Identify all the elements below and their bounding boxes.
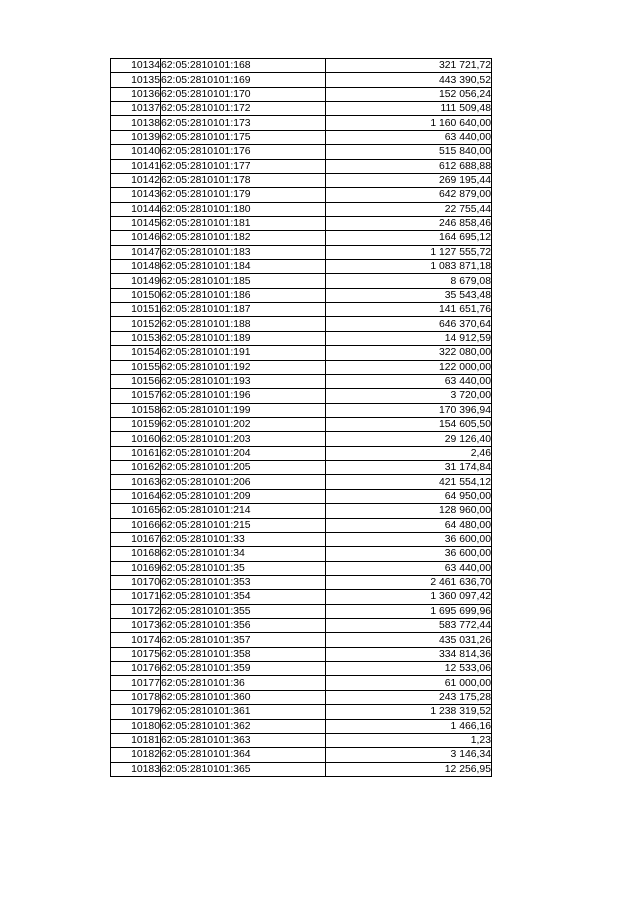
- cadastral-value-cell: 1 083 871,18: [326, 260, 492, 274]
- cadastral-number-cell: 62:05:2810101:35: [161, 561, 326, 575]
- row-number-cell: 10177: [111, 676, 161, 690]
- table-row: [111, 446, 492, 460]
- table-row: [111, 748, 492, 762]
- cadastral-number-cell: 62:05:2810101:180: [161, 202, 326, 216]
- table-row: [111, 647, 492, 661]
- table-row: [111, 489, 492, 503]
- row-number-cell: 10174: [111, 633, 161, 647]
- row-number-cell: 10160: [111, 432, 161, 446]
- cadastral-number-cell: 62:05:2810101:205: [161, 461, 326, 475]
- cadastral-number-cell: 62:05:2810101:355: [161, 604, 326, 618]
- cadastral-number-cell: 62:05:2810101:175: [161, 130, 326, 144]
- cadastral-number-cell: 62:05:2810101:203: [161, 432, 326, 446]
- cadastral-number-cell: 62:05:2810101:178: [161, 173, 326, 187]
- table-row: [111, 733, 492, 747]
- row-number-cell: 10180: [111, 719, 161, 733]
- table-row: [111, 317, 492, 331]
- cadastral-number-cell: 62:05:2810101:364: [161, 748, 326, 762]
- table-row: [111, 432, 492, 446]
- row-number-cell: 10140: [111, 145, 161, 159]
- cadastral-value-cell: 152 056,24: [326, 87, 492, 101]
- row-number-cell: 10170: [111, 575, 161, 589]
- cadastral-value-cell: 12 256,95: [326, 762, 492, 776]
- cadastral-value-cell: 8 679,08: [326, 274, 492, 288]
- row-number-cell: 10157: [111, 389, 161, 403]
- row-number-cell: 10149: [111, 274, 161, 288]
- table-row: [111, 245, 492, 259]
- cadastral-number-cell: 62:05:2810101:191: [161, 346, 326, 360]
- table-row: [111, 403, 492, 417]
- cadastral-value-cell: 63 440,00: [326, 561, 492, 575]
- cadastral-value-cell: 63 440,00: [326, 130, 492, 144]
- cadastral-number-cell: 62:05:2810101:360: [161, 690, 326, 704]
- row-number-cell: 10137: [111, 102, 161, 116]
- cadastral-number-cell: 62:05:2810101:209: [161, 489, 326, 503]
- table-row: [111, 619, 492, 633]
- table-row: [111, 417, 492, 431]
- row-number-cell: 10156: [111, 374, 161, 388]
- table-row: [111, 676, 492, 690]
- cadastral-number-cell: 62:05:2810101:206: [161, 475, 326, 489]
- cadastral-number-cell: 62:05:2810101:33: [161, 532, 326, 546]
- cadastral-number-cell: 62:05:2810101:187: [161, 303, 326, 317]
- cadastral-number-cell: 62:05:2810101:192: [161, 360, 326, 374]
- cadastral-value-cell: 1,23: [326, 733, 492, 747]
- cadastral-value-cell: 246 858,46: [326, 216, 492, 230]
- cadastral-number-cell: 62:05:2810101:36: [161, 676, 326, 690]
- cadastral-value-cell: 321 721,72: [326, 59, 492, 73]
- cadastral-number-cell: 62:05:2810101:177: [161, 159, 326, 173]
- row-number-cell: 10169: [111, 561, 161, 575]
- cadastral-value-cell: 1 127 555,72: [326, 245, 492, 259]
- table-row: [111, 633, 492, 647]
- table-row: [111, 475, 492, 489]
- row-number-cell: 10151: [111, 303, 161, 317]
- table-row: [111, 662, 492, 676]
- cadastral-value-cell: 22 755,44: [326, 202, 492, 216]
- cadastral-number-cell: 62:05:2810101:365: [161, 762, 326, 776]
- row-number-cell: 10139: [111, 130, 161, 144]
- cadastral-number-cell: 62:05:2810101:363: [161, 733, 326, 747]
- cadastral-value-cell: 642 879,00: [326, 188, 492, 202]
- table-row: [111, 346, 492, 360]
- cadastral-number-cell: 62:05:2810101:202: [161, 417, 326, 431]
- cadastral-value-cell: 122 000,00: [326, 360, 492, 374]
- cadastral-number-cell: 62:05:2810101:215: [161, 518, 326, 532]
- cadastral-value-cell: 61 000,00: [326, 676, 492, 690]
- cadastral-number-cell: 62:05:2810101:199: [161, 403, 326, 417]
- cadastral-value-cell: 36 600,00: [326, 532, 492, 546]
- cadastral-number-cell: 62:05:2810101:186: [161, 288, 326, 302]
- table-body: [111, 59, 492, 777]
- row-number-cell: 10142: [111, 173, 161, 187]
- row-number-cell: 10166: [111, 518, 161, 532]
- row-number-cell: 10164: [111, 489, 161, 503]
- cadastral-value-cell: 36 600,00: [326, 547, 492, 561]
- table-row: [111, 216, 492, 230]
- cadastral-number-cell: 62:05:2810101:184: [161, 260, 326, 274]
- cadastral-value-cell: 3 720,00: [326, 389, 492, 403]
- cadastral-value-cell: 1 238 319,52: [326, 705, 492, 719]
- cadastral-value-cell: 421 554,12: [326, 475, 492, 489]
- table-row: [111, 331, 492, 345]
- cadastral-number-cell: 62:05:2810101:193: [161, 374, 326, 388]
- table-row: [111, 389, 492, 403]
- cadastral-value-cell: 1 360 097,42: [326, 590, 492, 604]
- table-row: [111, 561, 492, 575]
- row-number-cell: 10158: [111, 403, 161, 417]
- row-number-cell: 10176: [111, 662, 161, 676]
- row-number-cell: 10138: [111, 116, 161, 130]
- table-row: [111, 260, 492, 274]
- cadastral-value-cell: 443 390,52: [326, 73, 492, 87]
- row-number-cell: 10159: [111, 417, 161, 431]
- cadastral-value-cell: 1 160 640,00: [326, 116, 492, 130]
- table-row: [111, 547, 492, 561]
- row-number-cell: 10172: [111, 604, 161, 618]
- cadastral-number-cell: 62:05:2810101:181: [161, 216, 326, 230]
- cadastral-value-cell: 164 695,12: [326, 231, 492, 245]
- table-row: [111, 575, 492, 589]
- table-row: [111, 303, 492, 317]
- cadastral-number-cell: 62:05:2810101:189: [161, 331, 326, 345]
- cadastral-value-cell: 583 772,44: [326, 619, 492, 633]
- row-number-cell: 10173: [111, 619, 161, 633]
- table-row: [111, 188, 492, 202]
- cadastral-number-cell: 62:05:2810101:172: [161, 102, 326, 116]
- row-number-cell: 10171: [111, 590, 161, 604]
- cadastral-value-cell: 14 912,59: [326, 331, 492, 345]
- cadastral-value-cell: 35 543,48: [326, 288, 492, 302]
- row-number-cell: 10145: [111, 216, 161, 230]
- cadastral-value-cell: 64 480,00: [326, 518, 492, 532]
- table-row: [111, 231, 492, 245]
- table-row: [111, 504, 492, 518]
- cadastral-number-cell: 62:05:2810101:362: [161, 719, 326, 733]
- cadastral-value-cell: 1 695 699,96: [326, 604, 492, 618]
- row-number-cell: 10146: [111, 231, 161, 245]
- cadastral-value-cell: 111 509,48: [326, 102, 492, 116]
- table-row: [111, 590, 492, 604]
- cadastral-number-cell: 62:05:2810101:353: [161, 575, 326, 589]
- cadastral-number-cell: 62:05:2810101:361: [161, 705, 326, 719]
- table-row: [111, 130, 492, 144]
- table-row: [111, 59, 492, 73]
- table-row: [111, 202, 492, 216]
- row-number-cell: 10155: [111, 360, 161, 374]
- row-number-cell: 10161: [111, 446, 161, 460]
- row-number-cell: 10144: [111, 202, 161, 216]
- table-row: [111, 461, 492, 475]
- row-number-cell: 10165: [111, 504, 161, 518]
- table-row: [111, 116, 492, 130]
- table-row: [111, 690, 492, 704]
- row-number-cell: 10136: [111, 87, 161, 101]
- cadastral-number-cell: 62:05:2810101:204: [161, 446, 326, 460]
- cadastral-number-cell: 62:05:2810101:168: [161, 59, 326, 73]
- cadastral-value-cell: 646 370,64: [326, 317, 492, 331]
- cadastral-number-cell: 62:05:2810101:359: [161, 662, 326, 676]
- row-number-cell: 10168: [111, 547, 161, 561]
- row-number-cell: 10163: [111, 475, 161, 489]
- row-number-cell: 10135: [111, 73, 161, 87]
- row-number-cell: 10134: [111, 59, 161, 73]
- table-row: [111, 159, 492, 173]
- cadastral-value-cell: 29 126,40: [326, 432, 492, 446]
- table-row: [111, 719, 492, 733]
- table-row: [111, 532, 492, 546]
- row-number-cell: 10179: [111, 705, 161, 719]
- table-row: [111, 73, 492, 87]
- cadastral-value-cell: 170 396,94: [326, 403, 492, 417]
- row-number-cell: 10178: [111, 690, 161, 704]
- cadastral-value-cell: 63 440,00: [326, 374, 492, 388]
- cadastral-value-cell: 64 950,00: [326, 489, 492, 503]
- cadastral-value-cell: 2 461 636,70: [326, 575, 492, 589]
- cadastral-value-cell: 435 031,26: [326, 633, 492, 647]
- cadastral-number-cell: 62:05:2810101:169: [161, 73, 326, 87]
- cadastral-value-cell: 612 688,88: [326, 159, 492, 173]
- cadastral-number-cell: 62:05:2810101:185: [161, 274, 326, 288]
- cadastral-value-cell: 12 533,06: [326, 662, 492, 676]
- table-row: [111, 762, 492, 776]
- cadastral-number-cell: 62:05:2810101:356: [161, 619, 326, 633]
- cadastral-value-cell: 322 080,00: [326, 346, 492, 360]
- row-number-cell: 10181: [111, 733, 161, 747]
- row-number-cell: 10148: [111, 260, 161, 274]
- table-row: [111, 288, 492, 302]
- row-number-cell: 10175: [111, 647, 161, 661]
- cadastral-number-cell: 62:05:2810101:358: [161, 647, 326, 661]
- cadastral-number-cell: 62:05:2810101:188: [161, 317, 326, 331]
- table-row: [111, 87, 492, 101]
- row-number-cell: 10143: [111, 188, 161, 202]
- table-row: [111, 705, 492, 719]
- cadastral-value-cell: 3 146,34: [326, 748, 492, 762]
- cadastral-number-cell: 62:05:2810101:173: [161, 116, 326, 130]
- table-row: [111, 173, 492, 187]
- table-row: [111, 374, 492, 388]
- cadastral-value-cell: 141 651,76: [326, 303, 492, 317]
- table-row: [111, 518, 492, 532]
- row-number-cell: 10162: [111, 461, 161, 475]
- cadastral-number-cell: 62:05:2810101:176: [161, 145, 326, 159]
- cadastral-number-cell: 62:05:2810101:34: [161, 547, 326, 561]
- cadastral-number-cell: 62:05:2810101:214: [161, 504, 326, 518]
- cadastral-number-cell: 62:05:2810101:354: [161, 590, 326, 604]
- row-number-cell: 10153: [111, 331, 161, 345]
- cadastral-number-cell: 62:05:2810101:196: [161, 389, 326, 403]
- cadastral-value-cell: 1 466,16: [326, 719, 492, 733]
- row-number-cell: 10182: [111, 748, 161, 762]
- cadastral-value-cell: 269 195,44: [326, 173, 492, 187]
- table-row: [111, 274, 492, 288]
- row-number-cell: 10147: [111, 245, 161, 259]
- row-number-cell: 10154: [111, 346, 161, 360]
- cadastral-value-cell: 334 814,36: [326, 647, 492, 661]
- cadastral-value-cell: 154 605,50: [326, 417, 492, 431]
- table-row: [111, 360, 492, 374]
- cadastral-number-cell: 62:05:2810101:183: [161, 245, 326, 259]
- cadastral-value-table: [110, 58, 492, 777]
- row-number-cell: 10152: [111, 317, 161, 331]
- cadastral-number-cell: 62:05:2810101:179: [161, 188, 326, 202]
- table-row: [111, 102, 492, 116]
- row-number-cell: 10167: [111, 532, 161, 546]
- row-number-cell: 10183: [111, 762, 161, 776]
- cadastral-number-cell: 62:05:2810101:182: [161, 231, 326, 245]
- table-row: [111, 145, 492, 159]
- row-number-cell: 10150: [111, 288, 161, 302]
- cadastral-number-cell: 62:05:2810101:170: [161, 87, 326, 101]
- cadastral-value-cell: 128 960,00: [326, 504, 492, 518]
- row-number-cell: 10141: [111, 159, 161, 173]
- cadastral-number-cell: 62:05:2810101:357: [161, 633, 326, 647]
- cadastral-value-cell: 243 175,28: [326, 690, 492, 704]
- cadastral-value-cell: 515 840,00: [326, 145, 492, 159]
- table-row: [111, 604, 492, 618]
- cadastral-value-cell: 31 174,84: [326, 461, 492, 475]
- cadastral-value-cell: 2,46: [326, 446, 492, 460]
